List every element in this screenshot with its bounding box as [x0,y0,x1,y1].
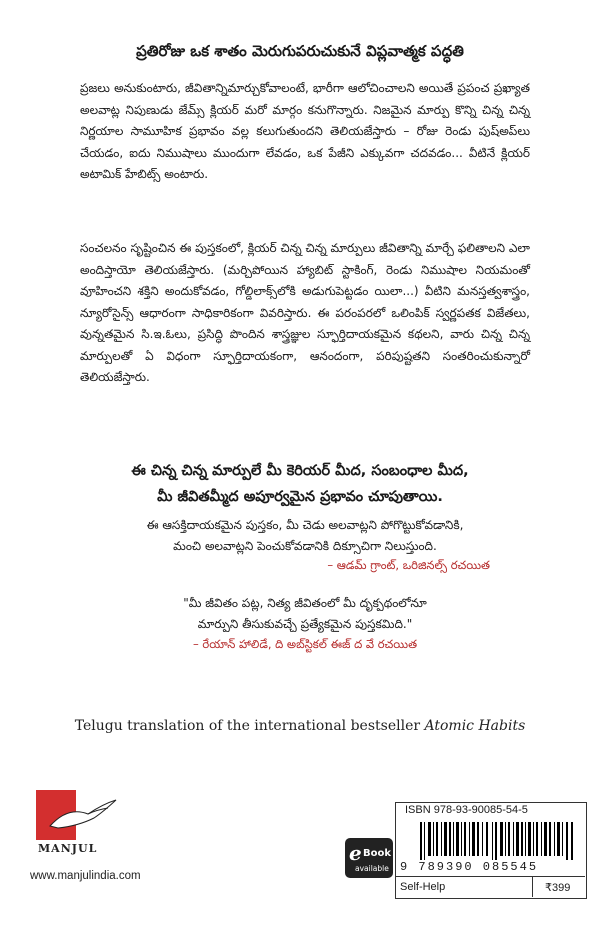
category-label: Self-Help [400,881,446,893]
barcode-divider [395,876,585,877]
translation-note-prefix: Telugu translation of the international bestseller [74,718,425,734]
publisher-website: www.manjulindia.com [30,870,141,882]
publisher-name: MANJUL [38,842,98,855]
key-statement-line-2: మీ జీవితమ్మీద అపూర్వమైన ప్రభావం చూపుతాయి. [157,489,443,505]
endorsement-2-attribution: – రేయాన్ హాలిడే, ది అబ్‌స్టికల్ ఈజ్ ద వే రచయిత [192,637,418,651]
isbn-label: ISBN 978-93-90085-54-5 [405,804,528,816]
endorsement-1-attribution: – ఆడమ్ గ్రాంట్, ఒరిజినల్స్ రచయిత [327,558,490,572]
endorsement-1-line-1: ఈ ఆసక్తిదాయకమైన పుస్తకం, మీ చెడు అలవాట్లని పోగొట్టుకోవడానికి, [146,518,464,532]
translation-note [0,718,600,734]
price-label: ₹399 [545,882,571,894]
bird-icon [48,796,118,836]
publisher-logo [28,790,138,860]
endorsement-2 [90,593,520,635]
ebook-label-2: available [355,864,389,873]
barcode-icon [420,822,575,860]
key-statement [80,458,520,510]
ebook-available-badge [345,838,393,878]
headline: ప్రతిరోజు ఒక శాతం మెరుగుపరుచుకునే విప్లవాత్మక పద్ధతి [136,42,464,60]
endorsement-1 [90,515,520,557]
description-paragraph-2: సంచలనం సృష్టించిన ఈ పుస్తకంలో, క్లియర్ చిన్న చిన్న మార్పులు జీవితాన్ని మార్చే ఫలితాలని ఎలా అందిస్తాయో తెలియజేస్తారు. (మర్చిపోయిన హ్యాబిట్ స్టాకింగ్, రెండు నిముషాల నియమంతో వూహించని శక్తిని అందుకోవడం, గోల్డిలాక్స్‌లోకి అడుగుపెట్టడం యిలా...) వీటిని మనస్తత్వశాస్త్రం, న్యూరోసైన్స్ ఆధారంగా సాధికారికంగా వివరిస్తారు. ఈ పరంపరలో ఒలింపిక్ స్వర్ణపతక విజేతలు, వున్నతమైన సి.ఇ.ఓలు, ప్రసిద్ధి పొందిన శాస్త్రజ్ఞుల స్ఫూర్తిదాయకమైన కథలని, వారు చిన్న చిన్న మార్పులతో ఏ విధంగా స్ఫూర్తిదాయకంగా, ఆనందంగా, పరిపుష్టతని సంతరించుకున్నారో తెలియజేస్తారు. [80,241,530,384]
endorsement-2-line-2: మార్పుని తీసుకువచ్చే ప్రత్యేకమైన పుస్తకమిది." [197,617,413,631]
endorsement-2-line-1: "మీ జీవితం పట్ల, నిత్య జీవితంలో మీ దృక్పథంలోనూ [183,596,427,610]
key-statement-line-1: ఈ చిన్న చిన్న మార్పులే మీ కెరియర్ మీద, సంబంధాల మీద, [131,463,469,479]
svg-text:e: e [349,841,362,865]
price-divider [532,876,533,897]
ebook-label-1: Book [363,848,392,859]
description-paragraph-1: ప్రజలు అనుకుంటారు, జీవితాన్నిమార్చుకోవాలంటే, భారీగా ఆలోచించాలని అయితే ప్రపంచ ప్రఖ్యాత అలవాట్ల నిపుణుడు జేమ్స్ క్లియర్ మరో మార్గం కనుగొన్నారు. నిజమైన మార్పు కొన్ని చిన్న చిన్న నిర్ణయాల సామూహిక ప్రభావం వల్ల కలుగుతుందని తెలియజేస్తారు – రోజు రెండు పుష్అప్‌లు చేయడం, ఐదు నిముషాలు ముందుగా లేవడం, ఒక పేజీని ఎక్కువగా చదవడం... వీటినే క్లియర్ అటామిక్ హేబిట్స్ అంటారు. [80,81,530,181]
endorsement-1-line-2: మంచి అలవాట్లని పెంచుకోవడానికి దిక్సూచిగా నిలుస్తుంది. [173,539,437,553]
original-title: Atomic Habits [424,718,526,734]
isbn-digits: 9 789390 085545 [400,860,539,874]
